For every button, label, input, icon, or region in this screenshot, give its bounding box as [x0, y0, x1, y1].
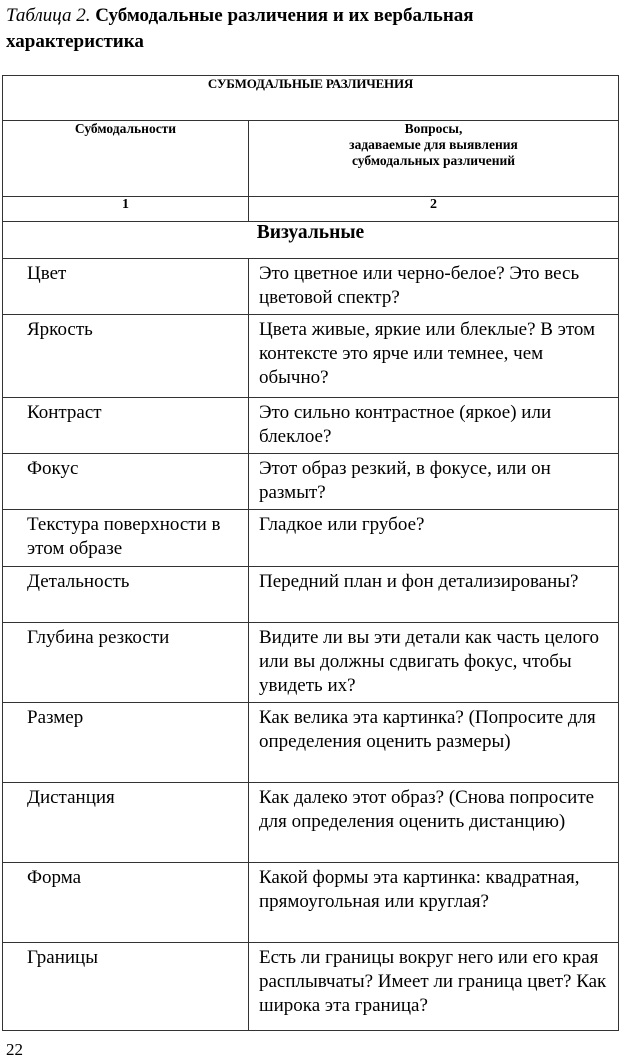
section-title: Визуальные — [3, 222, 619, 259]
submodality-name: Дистанция — [3, 783, 249, 863]
column-header-questions-line: Вопросы, — [404, 121, 463, 136]
column-header-questions-line: субмодальных различений — [351, 153, 516, 168]
page-number: 22 — [6, 1040, 23, 1059]
table-row — [3, 398, 619, 454]
submodality-name: Контраст — [3, 398, 249, 454]
table-row — [3, 259, 619, 315]
column-header-questions — [249, 121, 619, 197]
submodality-question: Гладкое или грубое? — [249, 510, 619, 567]
submodality-name: Детальность — [3, 567, 249, 623]
column-number-1: 1 — [3, 197, 249, 222]
submodality-name: Форма — [3, 863, 249, 943]
submodality-name: Размер — [3, 703, 249, 783]
column-header-submodalities: Субмодальности — [3, 121, 249, 197]
submodality-name: Яркость — [3, 315, 249, 398]
table-caption — [6, 3, 606, 55]
table-row — [3, 623, 619, 703]
submodality-question: Какой формы эта картинка: квадратная, прямоугольная или круглая? — [249, 863, 619, 943]
submodality-question: Передний план и фон детализированы? — [249, 567, 619, 623]
column-number-row — [3, 197, 619, 222]
submodality-name: Цвет — [3, 259, 249, 315]
submodality-name: Текстура поверхности в этом образе — [3, 510, 249, 567]
column-header-questions-line: задаваемые для выявления — [349, 137, 518, 152]
table-row — [3, 510, 619, 567]
table-main-header-row — [3, 76, 619, 121]
table-caption-label: Таблица 2. — [6, 5, 91, 26]
submodality-name: Фокус — [3, 454, 249, 510]
submodality-question: Этот образ резкий, в фокусе, или он размыт? — [249, 454, 619, 510]
table-row — [3, 863, 619, 943]
table-row — [3, 783, 619, 863]
table-row — [3, 315, 619, 398]
submodality-table — [2, 75, 619, 1031]
column-number-2: 2 — [249, 197, 619, 222]
section-row — [3, 222, 619, 259]
submodality-question: Есть ли границы вокруг него или его края расплывчаты? Имеет ли граница цвет? Как широка эта граница? — [249, 943, 619, 1031]
submodality-question: Как велика эта картинка? (Попросите для определения оценить размеры) — [249, 703, 619, 783]
submodality-question: Это сильно контрастное (яркое) или блеклое? — [249, 398, 619, 454]
table-main-header: СУБМОДАЛЬНЫЕ РАЗЛИЧЕНИЯ — [3, 76, 619, 121]
submodality-question: Это цветное или черно-белое? Это весь цветовой спектр? — [249, 259, 619, 315]
submodality-question: Как далеко этот образ? (Снова попросите для определения оценить дистанцию) — [249, 783, 619, 863]
table-row — [3, 454, 619, 510]
table-caption-title: Субмодальные различения и их вербальная характеристика — [6, 5, 474, 52]
submodality-question: Цвета живые, яркие или блеклые? В этом контексте это ярче или темнее, чем обычно? — [249, 315, 619, 398]
submodality-name: Глубина резкости — [3, 623, 249, 703]
table-row — [3, 703, 619, 783]
table-column-header-row — [3, 121, 619, 197]
submodality-name: Границы — [3, 943, 249, 1031]
table-row — [3, 943, 619, 1031]
table-row — [3, 567, 619, 623]
submodality-question: Видите ли вы эти детали как часть целого или вы должны сдвигать фокус, чтобы увидеть их? — [249, 623, 619, 703]
